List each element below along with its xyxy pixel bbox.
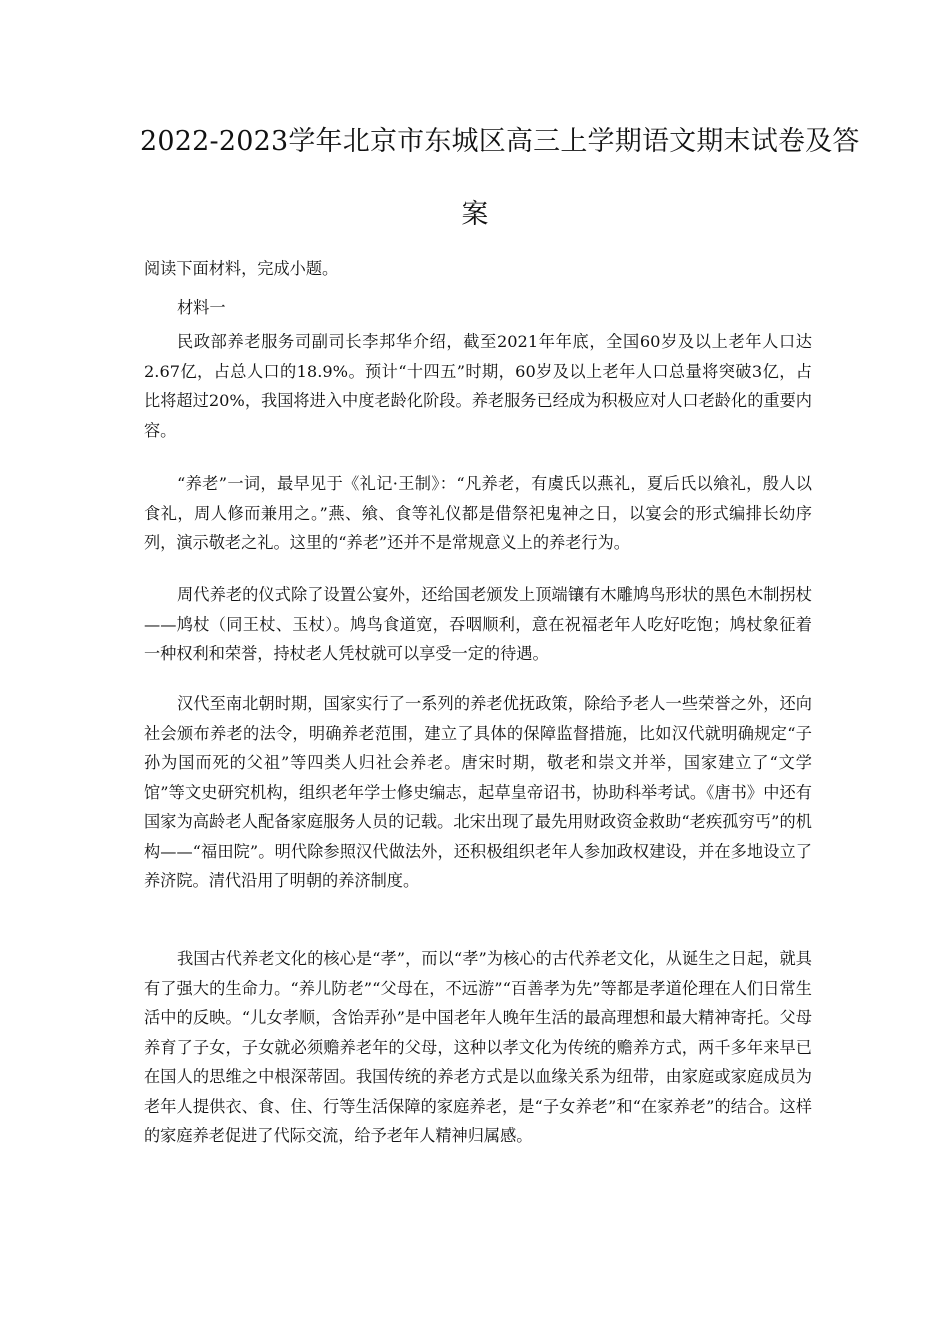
- document-title-line-1: 2022-2023学年北京市东城区高三上学期语文期末试卷及答: [140, 126, 860, 157]
- paragraph-4: 汉代至南北朝时期，国家实行了一系列的养老优抚政策，除给予老人一些荣誉之外，还向社会颁布养老的法令，明确养老范围，建立了具体的保障监督措施，比如汉代就明确规定“子孙为国而死的父祖”等四类人归社会养老。唐宋时期，敬老和崇文并举，国家建立了“文学馆”等文史研究机构，组织老年学士修史编志，起草皇帝诏书，协助科举考试。《唐书》中还有国家为高龄老人配备家庭服务人员的记载。北宋出现了最先用财政资金救助“老疾孤穷丐”的机构——“福田院”。明代除参照汉代做法外，还积极组织老年人参加政权建设，并在多地设立了养济院。清代沿用了明朝的养济制度。: [144, 694, 812, 890]
- paragraph-5: 我国古代养老文化的核心是“孝”，而以“孝”为核心的古代养老文化，从诞生之日起，就具有了强大的生命力。“养儿防老”“父母在，不远游”“百善孝为先”等都是孝道伦理在人们日常生活中的反映。“儿女孝顺，含饴弄孙”是中国老年人晚年生活的最高理想和最大精神寄托。父母养育了子女，子女就必须赡养老年的父母，这种以孝文化为传统的赡养方式，两千多年来早已在国人的思维之中根深蒂固。我国传统的养老方式是以血缘关系为纽带，由家庭或家庭成员为老年人提供衣、食、住、行等生活保障的家庭养老，是“子女养老”和“在家养老”的结合。这样的家庭养老促进了代际交流，给予老年人精神归属感。: [144, 949, 812, 1145]
- paragraph-2: “养老”一词，最早见于《礼记·王制》：“凡养老，有虞氏以燕礼，夏后氏以飨礼，殷人以食礼，周人修而兼用之。”燕、飨、食等礼仪都是借祭祀鬼神之日，以宴会的形式编排长幼序列，演示敬老之礼。这里的“养老”还并不是常规意义上的养老行为。: [144, 474, 812, 552]
- material-label: 材料一: [177, 298, 226, 317]
- paragraph-1: 民政部养老服务司副司长李邦华介绍，截至2021年年底，全国60岁及以上老年人口达2.67亿，占总人口的18.9%。预计“十四五”时期，60岁及以上老年人口总量将突破3亿，占比将超过20%，我国将进入中度老龄化阶段。养老服务已经成为积极应对人口老龄化的重要内容。: [144, 332, 812, 440]
- reading-instruction: 阅读下面材料，完成小题。: [144, 259, 339, 278]
- paragraph-3: 周代养老的仪式除了设置公宴外，还给国老颁发上顶端镶有木雕鸠鸟形状的黑色木制拐杖——鸠杖（同王杖、玉杖）。鸠鸟食道宽，吞咽顺利，意在祝福老年人吃好吃饱；鸠杖象征着一种权利和荣誉，持杖老人凭杖就可以享受一定的待遇。: [144, 585, 812, 663]
- document-title-line-2: 案: [461, 199, 489, 230]
